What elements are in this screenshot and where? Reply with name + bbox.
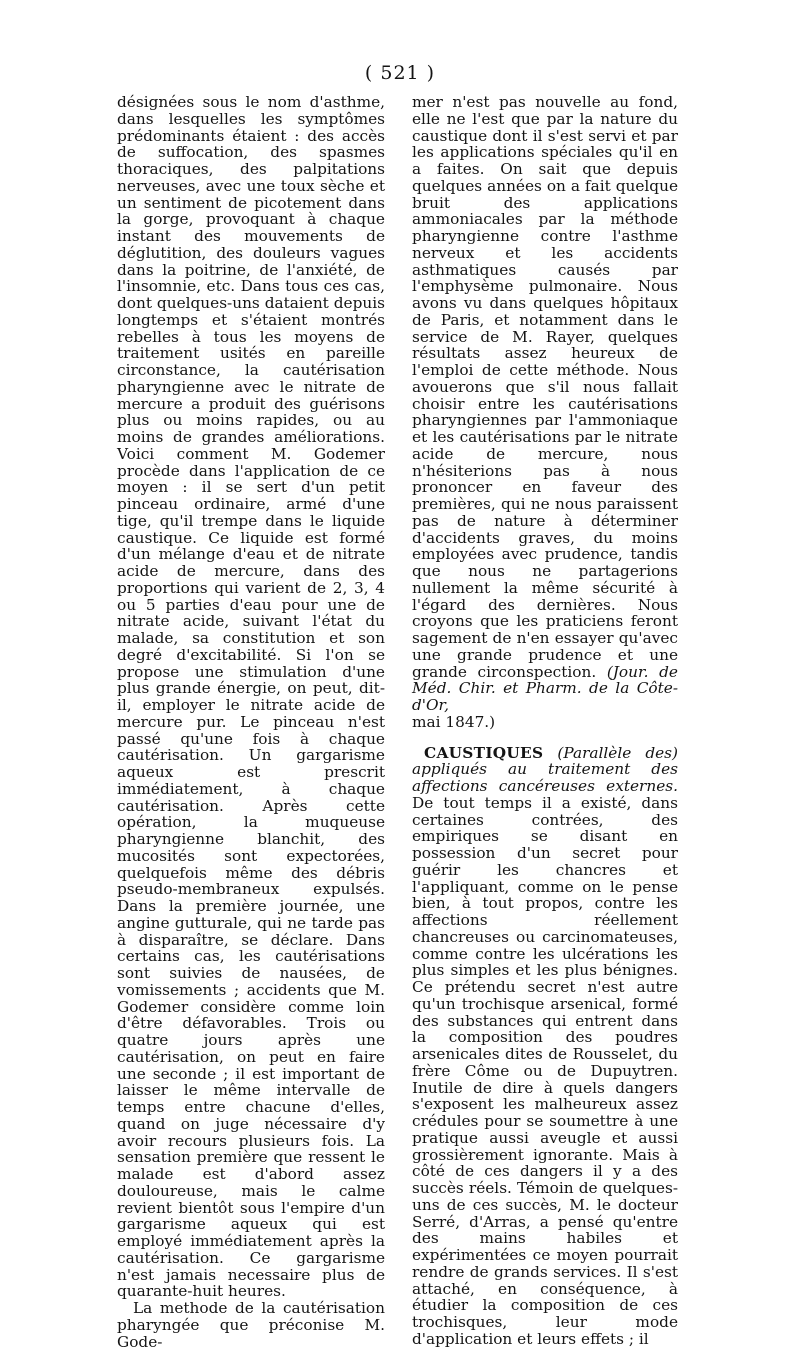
citation-date: mai 1847.) [412, 712, 496, 731]
right-column [412, 94, 678, 1348]
right-paragraph-text: mer n'est pas nouvelle au fond, elle ne l'est que par la nature du caustique dont il s'est servi et par les applications spéciales qu'il en a faites. On sait que depuis quelques années on a fait quelque bruit des applications ammoniacales par la méthode pharyngienne contre l'asthme nerveux et les accidents asthmatiques causés par l'emphysème pulmonaire. Nous avons vu dans quelques hôpitaux de Paris, et notamment dans le service de M. Rayer, quelques résultats assez heureux de l'emploi de cette méthode. Nous avouerons que s'il nous fallait choisir entre les cautérisations pharyngiennes par l'ammoniaque et les cautérisations par le nitrate acide de mercure, nous n'hésiterions pas à nous prononcer en faveur des premières, qui ne nous paraissent pas de nature à déterminer d'accidents graves, du moins employées avec prudence, tandis que nous ne partagerions nullement la même sécurité à l'égard des dernières. Nous croyons que les praticiens feront sagement de n'en essayer qu'avec une grande prudence et une grande circonspection. [412, 93, 678, 681]
left-column [117, 94, 385, 1350]
entry-headword: CAUSTIQUES [424, 743, 544, 762]
right-paragraph-1 [412, 94, 678, 714]
left-paragraph-1: désignées sous le nom d'asthme, dans lesquelles les symptômes prédominants étaient : des accès de suffocation, des spasmes thoraciques, des palpitations nerveuses, avec une toux sèche et un sentiment de picotement dans la gorge, provoquant à chaque instant des mouvements de déglutition, des douleurs vagues dans la poitrine, de l'anxiété, de l'insomnie, etc. Dans tous ces cas, dont quelques-uns dataient depuis longtemps et s'étaient montrés rebelles à tous les moyens de traitement usités en pareille circonstance, la cautérisation pharyngienne avec le nitrate de mercure a produit des guérisons plus ou moins rapides, ou au moins de grandes améliorations. Voici comment M. Godemer procède dans l'application de ce moyen : il se sert d'un petit pinceau ordinaire, armé d'une tige, qu'il trempe dans le liquide caustique. Ce liquide est formé d'un mélange d'eau et de nitrate acide de mercure, dans des proportions qui varient de 2, 3, 4 ou 5 parties d'eau pour une de nitrate acide, suivant l'état du malade, sa constitution et son degré d'excitabilité. Si l'on se propose une stimulation d'une plus grande énergie, on peut, dit-il, employer le nitrate acide de mercure pur. Le pinceau n'est passé qu'une fois à chaque cautérisation. Un gargarisme aqueux est prescrit immédiatement, à chaque cautérisation. Après cette opération, la muqueuse pharyngienne blanchit, des mucosités sont expectorées, quelquefois même des débris pseudo-membraneux expulsés. Dans la première journée, une angine gutturale, qui ne tarde pas à disparaître, se déclare. Dans certains cas, les cautérisations sont suivies de nausées, de vomissements ; accidents que M. Godemer considère comme loin d'être défavorables. Trois ou quatre jours après une cautérisation, on peut en faire une seconde ; il est important de laisser le même intervalle de temps entre chacune d'elles, quand on juge nécessaire d'y avoir recours plusieurs fois. La sensation première que ressent le malade est d'abord assez douloureuse, mais le calme revient bientôt sous l'empire d'un gargarisme aqueux qui est employé immédiatement après la cautérisation. Ce gargarisme n'est jamais necessaire plus de quarante-huit heures. [117, 93, 385, 1301]
entry-subtitle: (Parallèle des) appliqués au traitement des affections cancéreuses externes. [412, 743, 678, 795]
left-paragraph-2: La methode de la cautérisation pharyngée que préconise M. Gode- [117, 1299, 385, 1351]
page-number: ( 521 ) [364, 62, 436, 84]
entry-body: De tout temps il a existé, dans certaines contrées, des empiriques se disant en possession d'un secret pour guérir les chancres et l'appliquant, comme on le pense bien, à tout propos, contre les affections réellement chancreuses ou carcinomateuses, comme contre les ulcérations les plus simples et les plus bénignes. Ce prétendu secret n'est autre qu'un trochisque arsenical, formé des substances qui entrent dans la composition des poudres arsenicales dites de Rousselet, du frère Côme ou de Dupuytren. Inutile de dire à quels dangers s'exposent les malheureux assez crédules pour se soumettre à une pratique aussi aveugle et aussi grossièrement ignorante. Mais à côté de ces dangers il y a des succès réels. Témoin de quelques-uns de ces succès, M. le docteur Serré, d'Arras, a pensé qu'entre des mains habiles et expérimentées ce moyen pourrait rendre de grands services. Il s'est attaché, en conséquence, à étudier la composition de ces trochisques, leur mode d'application et leurs effets ; il [412, 793, 678, 1348]
caustiques-entry [412, 745, 678, 1348]
journal-citation: (Jour. de Méd. Chir. et Pharm. de la Côte-d'Or, [412, 662, 678, 714]
